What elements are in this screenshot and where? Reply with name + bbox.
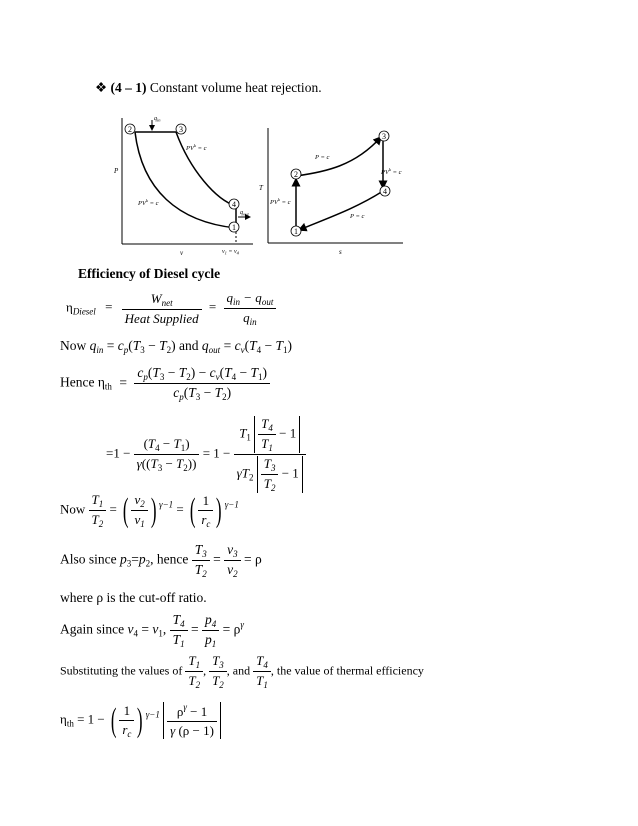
heading <box>95 80 322 96</box>
equation-again: Again since $v_4 = v_1$, $\frac{T_4}{T_1}$ = $\frac{p_4}{p_1}$ = $\rho^\gamma$ <box>60 612 244 649</box>
equation-final-efficiency: $\eta_{th} = 1$ − ( $\frac{1}{r_c}$ ) $^{\gamma-1}$ $\frac{\rho^\gamma - 1}{\gamma (\rho - 1)}$ <box>60 702 221 739</box>
svg-text:qin: $q_{in}$ <box>154 116 161 123</box>
ts-process-2-3 <box>296 137 381 176</box>
svg-text:P = c: P = c <box>350 213 365 220</box>
svg-text:P = c: P = c <box>315 154 330 161</box>
svg-text:PVk = c: $PV^k = c$ <box>138 198 159 207</box>
equation-heat-terms: Now $q_{in} = c_p(T_3 - T_2)$ and $q_{out} = c_v(T_4 - T_1)$ <box>60 338 292 355</box>
pv-point-4: 4 <box>232 200 236 209</box>
pv-point-3: 3 <box>179 125 183 134</box>
svg-text:PVk = c: $PV^k = c$ <box>186 143 207 152</box>
pv-point-1: 1 <box>232 223 236 232</box>
process-3-4 <box>176 132 236 206</box>
heading-step: (4 – 1) <box>110 80 147 95</box>
pv-point-2: 2 <box>128 125 132 134</box>
pv-diagram <box>108 110 258 260</box>
heading-text: Constant volume heat rejection. <box>149 80 322 95</box>
ts-point-3: 3 <box>382 132 386 141</box>
substitution-line: Substituting the values of $\frac{T_1}{T_2}$ , $\frac{T_3}{T_2}$ , and $\frac{T_4}{T_1}$ , the value of thermal efficiency <box>60 653 424 690</box>
svg-text:qout: $q_{out}$ <box>240 210 249 217</box>
equation-temperature-ratio: Now $\frac{T_1}{T_2}$ = ( $\frac{v_2}{v_1}$ ) $^{\gamma-1}$ = ( $\frac{1}{r_c}$ ) $^{\gamma-1}$ <box>60 491 239 529</box>
equation-simplified: =1 − $\frac{(T_4 - T_1)}{\gamma((T_3 - T_2))}$ = 1 − $T_1$ $\frac{T_4}{T_1}$ − 1 $\gamma T_2$ $\frac{T_3}{T_2}$ − 1 <box>106 416 306 493</box>
cutoff-definition: where ρ is the cut-off ratio. <box>60 590 207 605</box>
svg-text:PVk = c: $PV^k = c$ <box>381 167 402 176</box>
equation-cutoff: Also since $p_3=p_2$, hence $\frac{T_3}{T_2}$ = $\frac{v_3}{v_2}$ = ρ <box>60 542 262 579</box>
svg-text:P: P <box>114 167 119 175</box>
diamond-bullet-icon: ❖ <box>95 80 108 95</box>
svg-text:s: s <box>339 248 342 256</box>
ts-point-4: 4 <box>383 187 387 196</box>
ts-diagram <box>255 124 413 259</box>
ts-point-2: 2 <box>294 170 298 179</box>
svg-text:v: v <box>180 249 184 257</box>
svg-text:PVk = c: $PV^k = c$ <box>270 197 291 206</box>
svg-text:T: T <box>259 184 263 192</box>
ts-point-1: 1 <box>294 227 298 236</box>
equation-efficiency-definition: $\eta_{Diesel}$ = $\frac{W_{net}}{\text{Heat Supplied}}$ = $\frac{q_{in} - q_{out}}{q_{in}}$ <box>66 290 276 327</box>
svg-text:v1 = v4: $v_1 = v_4$ <box>222 249 239 256</box>
equation-hence: Hence $\eta_{th}$ = $\frac{c_p(T_3 - T_2) - c_v(T_4 - T_1)}{c_p(T_3 - T_2)}$ <box>60 365 270 402</box>
ts-process-4-1 <box>299 191 383 230</box>
section-title: Efficiency of Diesel cycle <box>78 266 221 281</box>
